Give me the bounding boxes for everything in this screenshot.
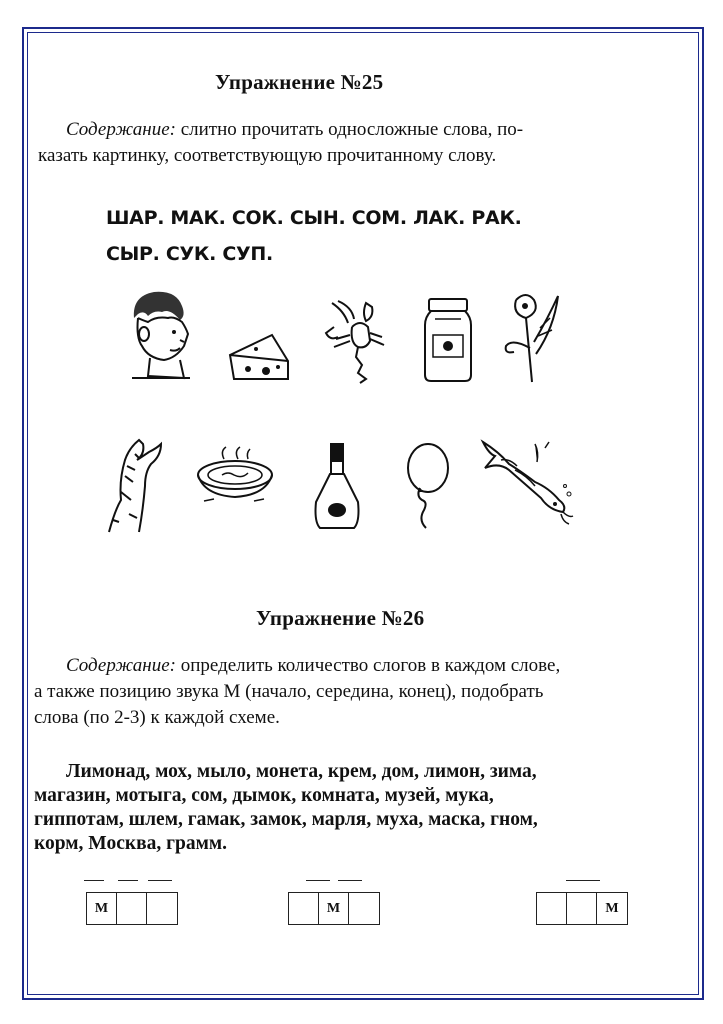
- sound-cell: М: [605, 900, 619, 916]
- words-line-2: СЫР. СУК. СУП.: [106, 243, 273, 265]
- sound-cell: [289, 893, 319, 924]
- words-line-2: магазин, мотыга, сом, дымок, комната, музей, мука,: [34, 785, 494, 806]
- scheme-start: [86, 892, 178, 925]
- cheese-icon: [226, 331, 292, 383]
- words-line-1: Лимонад, мох, мыло, монета, крем, дом, лимон, зима,: [66, 761, 537, 782]
- words-line-3: гиппотам, шлем, гамак, замок, марля, муха, маска, гном,: [34, 809, 538, 830]
- jar-icon: [421, 295, 475, 383]
- lacquer-bottle-icon: [310, 440, 364, 532]
- exercise-25-content: [66, 117, 686, 143]
- words-line-1: ШАР. МАК. СОК. СЫН. СОМ. ЛАК. РАК.: [106, 207, 522, 229]
- syllable-dash: [84, 880, 104, 881]
- sound-cell: М: [319, 893, 349, 924]
- sound-cell: [567, 893, 597, 924]
- syllable-dash: [306, 880, 330, 881]
- content-text-2: казать картинку, соответствующую прочитанному слову.: [38, 145, 497, 166]
- sound-cell: [349, 893, 379, 924]
- content-label: Содержание:: [66, 655, 176, 676]
- boy-icon: [124, 288, 194, 380]
- sound-cell: М: [87, 893, 117, 924]
- words-line-4: корм, Москва, грамм.: [34, 833, 228, 854]
- content-text-2: а также позицию звука М (начало, середина, конец), подобрать: [34, 681, 544, 702]
- syllable-dash: [566, 880, 600, 881]
- balloon-icon: [398, 440, 456, 534]
- sound-cell: [537, 893, 567, 924]
- exercise-25-title: Упражнение №25: [215, 70, 384, 94]
- catfish-icon: [475, 438, 575, 530]
- exercise-26-title: Упражнение №26: [256, 606, 425, 630]
- poppy-icon: [496, 288, 564, 384]
- content-text-3: слова (по 2-3) к каждой схеме.: [34, 707, 280, 728]
- exercise-26-content: [66, 653, 706, 679]
- sound-cell: [117, 893, 147, 924]
- syllable-dash: [338, 880, 362, 881]
- crayfish-icon: [322, 297, 394, 385]
- content-text-1: слитно прочитать односложные слова, по-: [175, 119, 524, 140]
- sound-cell: [147, 893, 177, 924]
- content-text-1: определить количество слогов в каждом слове,: [175, 655, 561, 676]
- syllable-dash: [118, 880, 138, 881]
- soup-bowl-icon: [194, 445, 276, 507]
- scheme-middle: [288, 892, 380, 925]
- content-label: Содержание:: [66, 119, 176, 140]
- syllable-dash: [148, 880, 172, 881]
- scheme-end: [536, 892, 628, 925]
- tree-branch-icon: [99, 430, 171, 534]
